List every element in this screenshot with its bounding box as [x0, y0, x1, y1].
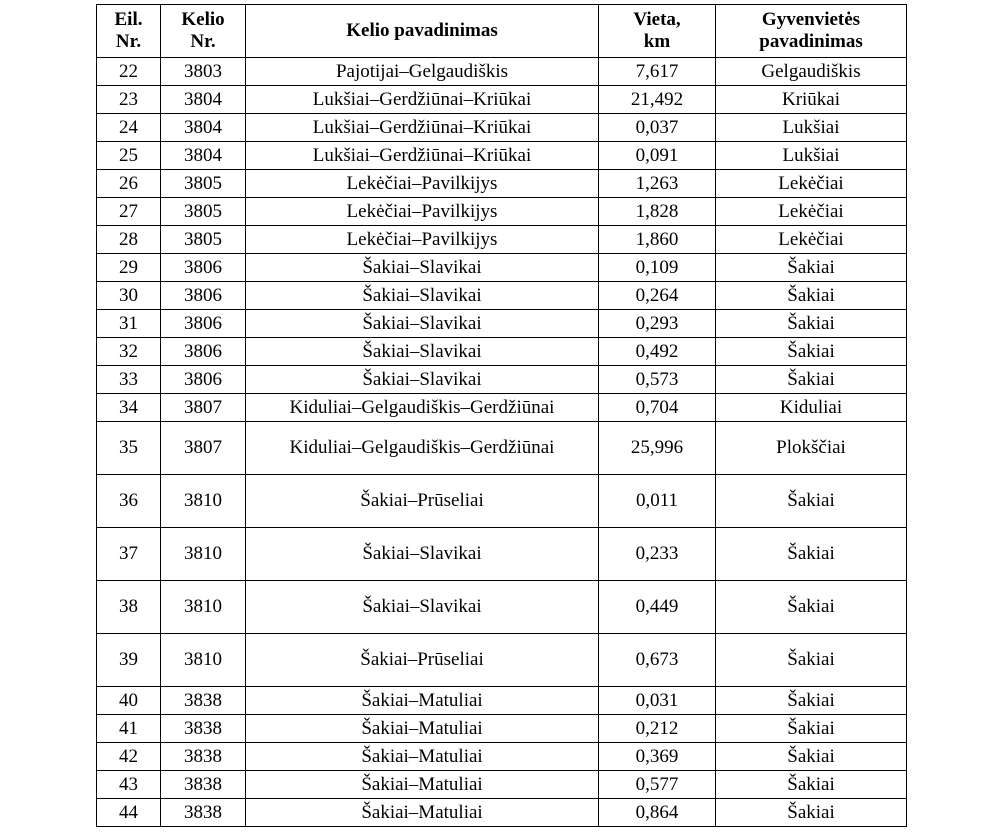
- cell-kelio-nr: 3805: [161, 226, 246, 254]
- table-body: [97, 58, 907, 827]
- cell-kelio-nr: 3807: [161, 394, 246, 422]
- cell-kelio-pavadinimas: Šakiai–Slavikai: [246, 282, 599, 310]
- cell-kelio-pavadinimas: Lekėčiai–Pavilkijys: [246, 170, 599, 198]
- header-kelio-pavadinimas: Kelio pavadinimas: [246, 5, 599, 58]
- header-eil-nr: Eil. Nr.: [97, 5, 161, 58]
- cell-kelio-pavadinimas: Šakiai–Matuliai: [246, 799, 599, 827]
- cell-eil-nr: 41: [97, 715, 161, 743]
- cell-vieta-km: 1,828: [599, 198, 716, 226]
- table-row: [97, 310, 907, 338]
- cell-gyvenvietes-pavadinimas: Šakiai: [716, 338, 907, 366]
- cell-kelio-nr: 3806: [161, 310, 246, 338]
- cell-kelio-nr: 3838: [161, 799, 246, 827]
- cell-eil-nr: 34: [97, 394, 161, 422]
- table-row: [97, 394, 907, 422]
- cell-gyvenvietes-pavadinimas: Šakiai: [716, 366, 907, 394]
- cell-kelio-pavadinimas: Lekėčiai–Pavilkijys: [246, 198, 599, 226]
- table-row: [97, 687, 907, 715]
- cell-gyvenvietes-pavadinimas: Lekėčiai: [716, 170, 907, 198]
- table-row: [97, 282, 907, 310]
- table-header-row: [97, 5, 907, 58]
- cell-vieta-km: 0,031: [599, 687, 716, 715]
- cell-vieta-km: 0,492: [599, 338, 716, 366]
- cell-kelio-nr: 3806: [161, 366, 246, 394]
- cell-gyvenvietes-pavadinimas: Gelgaudiškis: [716, 58, 907, 86]
- cell-kelio-nr: 3810: [161, 528, 246, 581]
- cell-kelio-pavadinimas: Šakiai–Matuliai: [246, 771, 599, 799]
- cell-kelio-nr: 3810: [161, 634, 246, 687]
- cell-eil-nr: 31: [97, 310, 161, 338]
- cell-eil-nr: 36: [97, 475, 161, 528]
- cell-gyvenvietes-pavadinimas: Kriūkai: [716, 86, 907, 114]
- table-row: [97, 743, 907, 771]
- cell-gyvenvietes-pavadinimas: Kiduliai: [716, 394, 907, 422]
- cell-vieta-km: 7,617: [599, 58, 716, 86]
- cell-gyvenvietes-pavadinimas: Lukšiai: [716, 142, 907, 170]
- table-row: [97, 142, 907, 170]
- table-row: [97, 254, 907, 282]
- cell-eil-nr: 28: [97, 226, 161, 254]
- cell-vieta-km: 1,860: [599, 226, 716, 254]
- roads-table: [96, 4, 907, 827]
- table-row: [97, 170, 907, 198]
- cell-kelio-pavadinimas: Šakiai–Slavikai: [246, 366, 599, 394]
- cell-kelio-pavadinimas: Lekėčiai–Pavilkijys: [246, 226, 599, 254]
- cell-gyvenvietes-pavadinimas: Lukšiai: [716, 114, 907, 142]
- cell-kelio-pavadinimas: Šakiai–Matuliai: [246, 743, 599, 771]
- cell-kelio-nr: 3806: [161, 282, 246, 310]
- cell-kelio-nr: 3805: [161, 170, 246, 198]
- cell-gyvenvietes-pavadinimas: Plokščiai: [716, 422, 907, 475]
- cell-kelio-nr: 3804: [161, 86, 246, 114]
- cell-gyvenvietes-pavadinimas: Šakiai: [716, 715, 907, 743]
- cell-vieta-km: 0,109: [599, 254, 716, 282]
- header-vieta-km: Vieta, km: [599, 5, 716, 58]
- cell-gyvenvietes-pavadinimas: Šakiai: [716, 475, 907, 528]
- cell-kelio-nr: 3804: [161, 142, 246, 170]
- cell-vieta-km: 1,263: [599, 170, 716, 198]
- cell-gyvenvietes-pavadinimas: Šakiai: [716, 687, 907, 715]
- header-kelio-nr: Kelio Nr.: [161, 5, 246, 58]
- cell-eil-nr: 44: [97, 799, 161, 827]
- cell-gyvenvietes-pavadinimas: Lekėčiai: [716, 198, 907, 226]
- cell-kelio-nr: 3838: [161, 715, 246, 743]
- cell-eil-nr: 35: [97, 422, 161, 475]
- cell-kelio-pavadinimas: Kiduliai–Gelgaudiškis–Gerdžiūnai: [246, 394, 599, 422]
- cell-kelio-nr: 3810: [161, 475, 246, 528]
- cell-eil-nr: 22: [97, 58, 161, 86]
- cell-kelio-nr: 3806: [161, 338, 246, 366]
- cell-vieta-km: 0,212: [599, 715, 716, 743]
- cell-vieta-km: 0,011: [599, 475, 716, 528]
- cell-kelio-nr: 3838: [161, 687, 246, 715]
- cell-kelio-pavadinimas: Šakiai–Prūseliai: [246, 475, 599, 528]
- table-row: [97, 198, 907, 226]
- table-row: [97, 799, 907, 827]
- cell-gyvenvietes-pavadinimas: Šakiai: [716, 310, 907, 338]
- cell-gyvenvietes-pavadinimas: Šakiai: [716, 771, 907, 799]
- table-row: [97, 366, 907, 394]
- cell-eil-nr: 27: [97, 198, 161, 226]
- table-row: [97, 771, 907, 799]
- cell-kelio-pavadinimas: Šakiai–Matuliai: [246, 715, 599, 743]
- cell-vieta-km: 0,037: [599, 114, 716, 142]
- cell-vieta-km: 0,091: [599, 142, 716, 170]
- cell-kelio-pavadinimas: Šakiai–Slavikai: [246, 528, 599, 581]
- cell-kelio-nr: 3804: [161, 114, 246, 142]
- cell-gyvenvietes-pavadinimas: Lekėčiai: [716, 226, 907, 254]
- cell-eil-nr: 43: [97, 771, 161, 799]
- cell-gyvenvietes-pavadinimas: Šakiai: [716, 282, 907, 310]
- cell-gyvenvietes-pavadinimas: Šakiai: [716, 634, 907, 687]
- cell-kelio-pavadinimas: Šakiai–Slavikai: [246, 338, 599, 366]
- cell-gyvenvietes-pavadinimas: Šakiai: [716, 799, 907, 827]
- cell-gyvenvietes-pavadinimas: Šakiai: [716, 581, 907, 634]
- cell-gyvenvietes-pavadinimas: Šakiai: [716, 254, 907, 282]
- cell-gyvenvietes-pavadinimas: Šakiai: [716, 743, 907, 771]
- cell-gyvenvietes-pavadinimas: Šakiai: [716, 528, 907, 581]
- cell-kelio-pavadinimas: Šakiai–Matuliai: [246, 687, 599, 715]
- table-row: [97, 422, 907, 475]
- cell-vieta-km: 21,492: [599, 86, 716, 114]
- cell-eil-nr: 39: [97, 634, 161, 687]
- cell-vieta-km: 0,264: [599, 282, 716, 310]
- table-row: [97, 58, 907, 86]
- table-row: [97, 715, 907, 743]
- cell-eil-nr: 33: [97, 366, 161, 394]
- cell-kelio-pavadinimas: Šakiai–Slavikai: [246, 581, 599, 634]
- cell-vieta-km: 25,996: [599, 422, 716, 475]
- cell-vieta-km: 0,233: [599, 528, 716, 581]
- cell-eil-nr: 38: [97, 581, 161, 634]
- cell-kelio-nr: 3807: [161, 422, 246, 475]
- table-row: [97, 226, 907, 254]
- cell-vieta-km: 0,577: [599, 771, 716, 799]
- table-row: [97, 634, 907, 687]
- cell-kelio-pavadinimas: Lukšiai–Gerdžiūnai–Kriūkai: [246, 114, 599, 142]
- table-row: [97, 581, 907, 634]
- cell-vieta-km: 0,369: [599, 743, 716, 771]
- cell-vieta-km: 0,293: [599, 310, 716, 338]
- cell-kelio-pavadinimas: Kiduliai–Gelgaudiškis–Gerdžiūnai: [246, 422, 599, 475]
- cell-vieta-km: 0,449: [599, 581, 716, 634]
- cell-kelio-nr: 3810: [161, 581, 246, 634]
- cell-kelio-nr: 3803: [161, 58, 246, 86]
- table-row: [97, 338, 907, 366]
- cell-vieta-km: 0,864: [599, 799, 716, 827]
- cell-kelio-pavadinimas: Pajotijai–Gelgaudiškis: [246, 58, 599, 86]
- table-row: [97, 114, 907, 142]
- cell-kelio-nr: 3838: [161, 743, 246, 771]
- cell-vieta-km: 0,704: [599, 394, 716, 422]
- cell-vieta-km: 0,673: [599, 634, 716, 687]
- table-row: [97, 528, 907, 581]
- cell-kelio-nr: 3805: [161, 198, 246, 226]
- cell-eil-nr: 29: [97, 254, 161, 282]
- cell-kelio-pavadinimas: Lukšiai–Gerdžiūnai–Kriūkai: [246, 86, 599, 114]
- cell-eil-nr: 32: [97, 338, 161, 366]
- cell-kelio-pavadinimas: Šakiai–Slavikai: [246, 254, 599, 282]
- cell-eil-nr: 30: [97, 282, 161, 310]
- cell-kelio-pavadinimas: Šakiai–Prūseliai: [246, 634, 599, 687]
- header-gyvenvietes-pavadinimas: Gyvenvietės pavadinimas: [716, 5, 907, 58]
- cell-eil-nr: 42: [97, 743, 161, 771]
- cell-eil-nr: 26: [97, 170, 161, 198]
- cell-kelio-nr: 3838: [161, 771, 246, 799]
- cell-kelio-nr: 3806: [161, 254, 246, 282]
- cell-eil-nr: 23: [97, 86, 161, 114]
- cell-vieta-km: 0,573: [599, 366, 716, 394]
- table-row: [97, 475, 907, 528]
- cell-kelio-pavadinimas: Lukšiai–Gerdžiūnai–Kriūkai: [246, 142, 599, 170]
- table-row: [97, 86, 907, 114]
- cell-eil-nr: 25: [97, 142, 161, 170]
- cell-kelio-pavadinimas: Šakiai–Slavikai: [246, 310, 599, 338]
- cell-eil-nr: 37: [97, 528, 161, 581]
- cell-eil-nr: 24: [97, 114, 161, 142]
- cell-eil-nr: 40: [97, 687, 161, 715]
